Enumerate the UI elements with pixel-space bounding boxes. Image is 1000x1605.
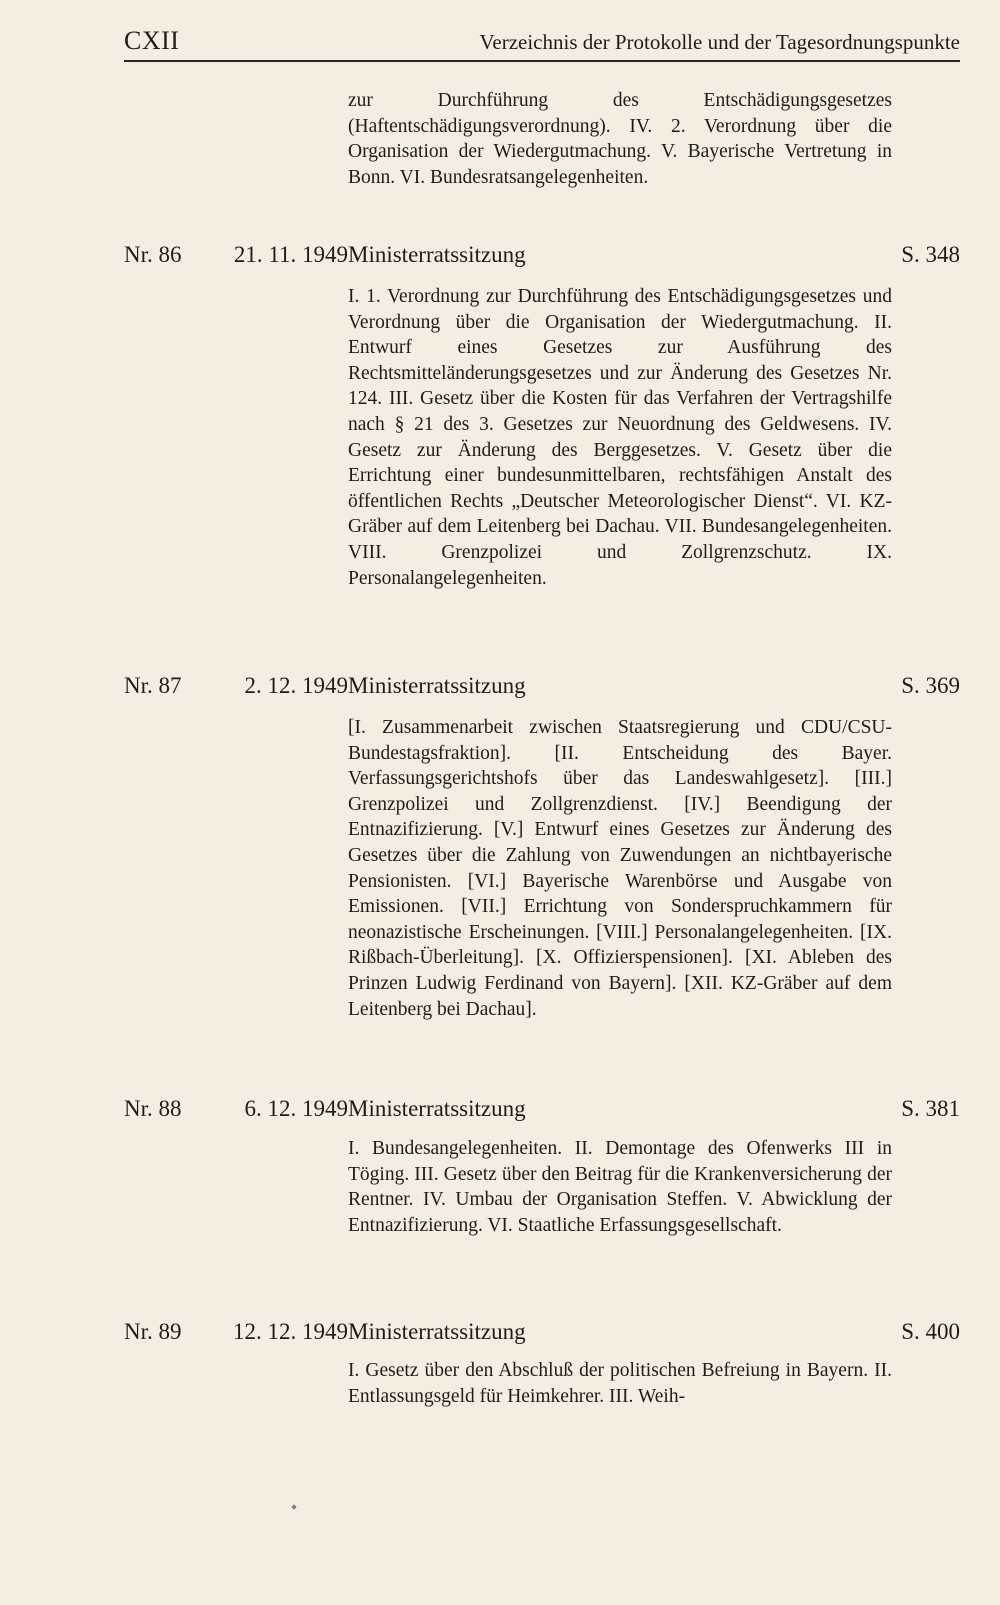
entry-date: 2. 12. 1949 xyxy=(244,673,348,698)
running-title: Verzeichnis der Protokolle und der Tagesordnungspunkte xyxy=(479,30,960,54)
continuation-text-block xyxy=(348,88,892,190)
entry-text-block xyxy=(348,715,892,1022)
entry-title: Ministerratssitzung xyxy=(348,1096,526,1121)
entry-agenda-text: I. Gesetz über den Abschluß der politischen Befreiung in Bayern. II. Entlassungsgeld für Heimkehrer. III. Weih- xyxy=(348,1360,892,1407)
entry-agenda-text: I. Bundesangelegenheiten. II. Demontage des Ofenwerks III in Töging. III. Gesetz über den Beitrag für die Krankenversicherung der Rentner. IV. Umbau der Organisation Steffen. V. Abwicklung der Entnazifizierung. VI. Staatliche Erfassungsgesellschaft. xyxy=(348,1138,892,1236)
page-header xyxy=(124,22,960,62)
page-number: CXII xyxy=(124,26,180,55)
entry-page-reference: S. 348 xyxy=(901,242,960,267)
entry-text-block xyxy=(348,1358,892,1409)
entry-number: Nr. 89 xyxy=(124,1319,182,1344)
entry-title: Ministerratssitzung xyxy=(348,242,526,267)
entry-text-block xyxy=(348,1136,892,1238)
entry-heading xyxy=(124,1094,960,1124)
entry-heading xyxy=(124,1317,960,1347)
entry-page-reference: S. 381 xyxy=(901,1096,960,1121)
entry-number: Nr. 87 xyxy=(124,673,182,698)
entry-page-reference: S. 400 xyxy=(901,1319,960,1344)
entry-agenda-text: [I. Zusammenarbeit zwischen Staatsregierung und CDU/CSU-Bundestagsfraktion]. [II. Entscheidung des Bayer. Verfassungsgerichtshofs über das Landeswahlgesetz]. [III.] Grenzpolizei und Zollgrenzdienst. [IV.] Beendigung der Entnazifizierung. [V.] Entwurf eines Gesetzes zur Änderung des Gesetzes über die Zahlung von Zuwendungen an nichtbayerische Pensionisten. [VI.] Bayerische Warenbörse und Ausgabe von Emissionen. [VII.] Errichtung von Sonderspruchkammern für neonazistische Erscheinungen. [VIII.] Personalangelegenheiten. [IX. Rißbach-Überleitung]. [X. Offizierspensionen]. [XI. Ableben des Prinzen Ludwig Ferdinand von Bayern]. [XII. KZ-Gräber auf dem Leitenberg bei Dachau]. xyxy=(348,717,892,1020)
entry-heading xyxy=(124,671,960,701)
entry-page-reference: S. 369 xyxy=(901,673,960,698)
entry-title: Ministerratssitzung xyxy=(348,1319,526,1344)
entry-agenda-text: I. 1. Verordnung zur Durchführung des Entschädigungsgesetzes und Verordnung über die Organisation der Wiedergutmachung. II. Entwurf eines Gesetzes zur Ausführung des Rechtsmitteländerungsgesetzes und zur Änderung des Gesetzes Nr. 124. III. Gesetz über die Kosten für das Verfahren der Vertragshilfe nach § 21 des 3. Gesetzes zur Neuordnung des Geldwesens. IV. Gesetz zur Änderung des Berggesetzes. V. Gesetz über die Errichtung einer bundesunmittelbaren, rechtsfähigen Anstalt des öffentlichen Rechts „Deutscher Meteorologischer Dienst“. VI. KZ-Gräber auf dem Leitenberg bei Dachau. VII. Bundesangelegenheiten. VIII. Grenzpolizei und Zollgrenzschutz. IX. Personalangelegenheiten. xyxy=(348,286,892,589)
entry-date: 6. 12. 1949 xyxy=(244,1096,348,1121)
entry-title: Ministerratssitzung xyxy=(348,673,526,698)
print-mark-icon xyxy=(291,1504,297,1510)
entry-number: Nr. 88 xyxy=(124,1096,182,1121)
continuation-text: zur Durchführung des Entschädigungsgesetzes (Haftentschädigungsverordnung). IV. 2. Verordnung über die Organisation der Wiedergutmachung. V. Bayerische Vertretung in Bonn. VI. Bundesratsangelegenheiten. xyxy=(348,90,892,188)
entry-date: 12. 12. 1949 xyxy=(233,1319,348,1344)
entry-heading xyxy=(124,240,960,270)
entry-number: Nr. 86 xyxy=(124,242,182,267)
entry-text-block xyxy=(348,284,892,591)
entry-date: 21. 11. 1949 xyxy=(233,242,348,267)
